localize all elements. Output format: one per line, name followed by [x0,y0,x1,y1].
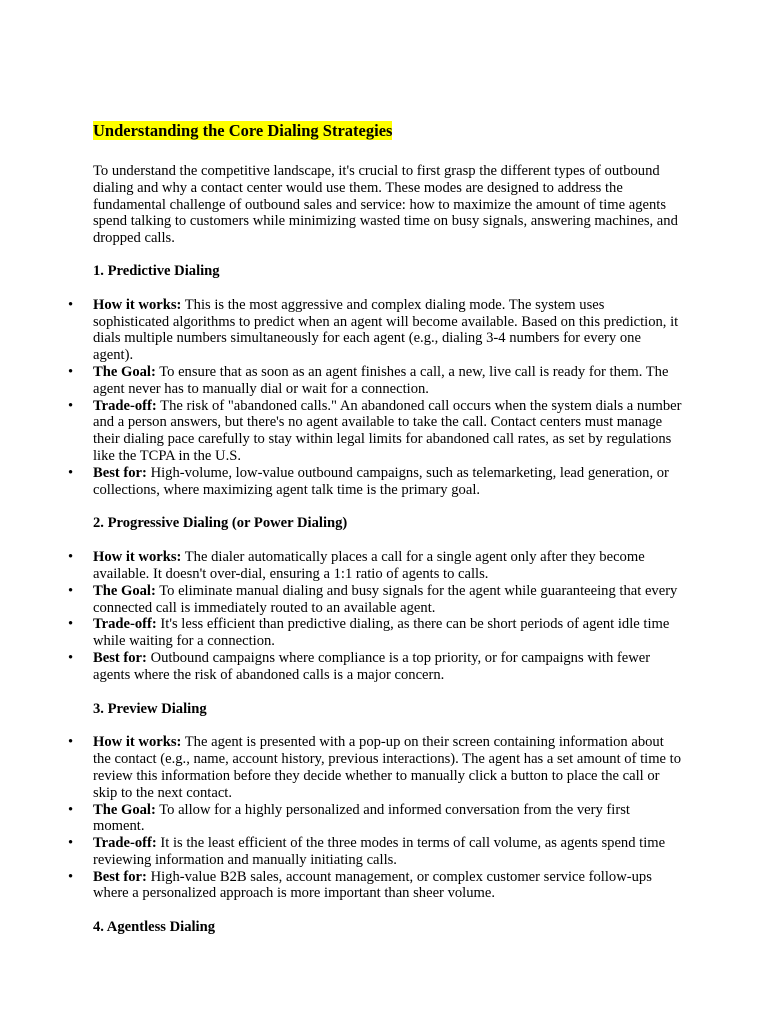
list-item [68,835,683,869]
document-title [93,121,683,141]
list-item [68,734,683,801]
item-label: Trade-off: [93,616,157,633]
item-text: Outbound campaigns where compliance is a top priority, or for campaigns with fewer agents where the risk of abandoned calls is a major concern. [93,649,651,683]
list-item [68,801,683,836]
list-item [68,296,683,364]
item-text: It's less efficient than predictive dialing, as there can be short periods of agent idle time while waiting for a connection. [93,616,670,650]
item-label: The Goal: [93,363,156,380]
item-text: The agent is presented with a pop-up on their screen containing information about the contact (e.g., name, account history, previous interactions). The agent has a set amount of time to review this information before they decide whether to manually click a button to place the call or skip to the next contact. [93,734,682,801]
bullet-icon: • [68,363,74,380]
item-label: Best for: [93,649,147,666]
item-label: How it works: [93,549,182,566]
section-heading: 2. Progressive Dialing (or Power Dialing) [93,515,348,532]
item-text: The dialer automatically places a call for a single agent only after they become available. It doesn't over-dial, ensuring a 1:1 ratio of agents to calls. [93,549,645,582]
item-text: High-value B2B sales, account management, or complex customer service follow-ups where a personalized approach is more important than sheer volume. [93,868,652,902]
document-page [68,121,683,953]
section-heading: 3. Preview Dialing [93,700,207,717]
highlighted-title-text: Understanding the Core Dialing Strategies [93,121,393,140]
item-label: Trade-off: [93,835,157,852]
list-item [68,616,683,650]
list-item [68,363,683,398]
bullet-list [68,734,683,902]
list-item [68,868,683,903]
item-label: The Goal: [93,801,156,818]
bullet-icon: • [68,397,74,414]
item-text: High-volume, low-value outbound campaigns, such as telemarketing, lead generation, or collections, where maximizing agent talk time is the primary goal. [93,464,669,498]
item-text: To ensure that as soon as an agent finishes a call, a new, live call is ready for them. The agent never has to manually dial or wait for a connection. [93,363,669,397]
item-label: Best for: [93,464,147,481]
list-item [68,549,683,583]
bullet-icon: • [68,649,74,666]
bullet-icon: • [68,549,74,566]
list-item [68,649,683,684]
item-label: How it works: [93,296,182,313]
list-item [68,582,683,617]
item-label: Trade-off: [93,397,157,414]
bullet-icon: • [68,801,74,818]
section-heading: 1. Predictive Dialing [93,262,220,279]
bullet-icon: • [68,734,74,751]
bullet-icon: • [68,616,74,633]
item-label: How it works: [93,734,182,751]
list-item [68,464,683,499]
bullet-icon: • [68,464,74,481]
bullet-icon: • [68,868,74,885]
bullet-list [68,296,683,499]
item-text: To allow for a highly personalized and informed conversation from the very first moment. [93,801,630,835]
item-label: Best for: [93,868,147,885]
bullet-icon: • [68,296,74,313]
bullet-list [68,549,683,683]
section-heading: 4. Agentless Dialing [93,919,216,936]
item-label: The Goal: [93,582,156,599]
bullet-icon: • [68,582,74,599]
intro-paragraph: To understand the competitive landscape, it's crucial to first grasp the different types of outbound dialing and why a contact center would use them. These modes are designed to address the fundamental challenge of outbound sales and service: how to maximize the amount of time agents spend talking to customers while minimizing wasted time on busy signals, answering machines, and dropped calls. [93,163,678,247]
bullet-icon: • [68,835,74,852]
item-text: To eliminate manual dialing and busy signals for the agent while guaranteeing that every connected call is immediately routed to an available agent. [93,582,678,616]
item-text: This is the most aggressive and complex dialing mode. The system uses sophisticated algorithms to predict when an agent will become available. Based on this prediction, it dials multiple numbers simultaneously for each agent (e.g., dialing 3-4 numbers for every one agent). [93,296,679,364]
sections-container [68,262,683,936]
list-item [68,397,683,465]
item-text: The risk of "abandoned calls." An abandoned call occurs when the system dials a number and a person answers, but there's no agent available to take the call. Contact centers must manage their dialing pace carefully to stay within legal limits for abandoned call rates, as set by regulations like the TCPA in the U.S. [93,397,682,464]
item-text: It is the least efficient of the three modes in terms of call volume, as agents spend time reviewing information and manually initiating calls. [93,835,666,868]
